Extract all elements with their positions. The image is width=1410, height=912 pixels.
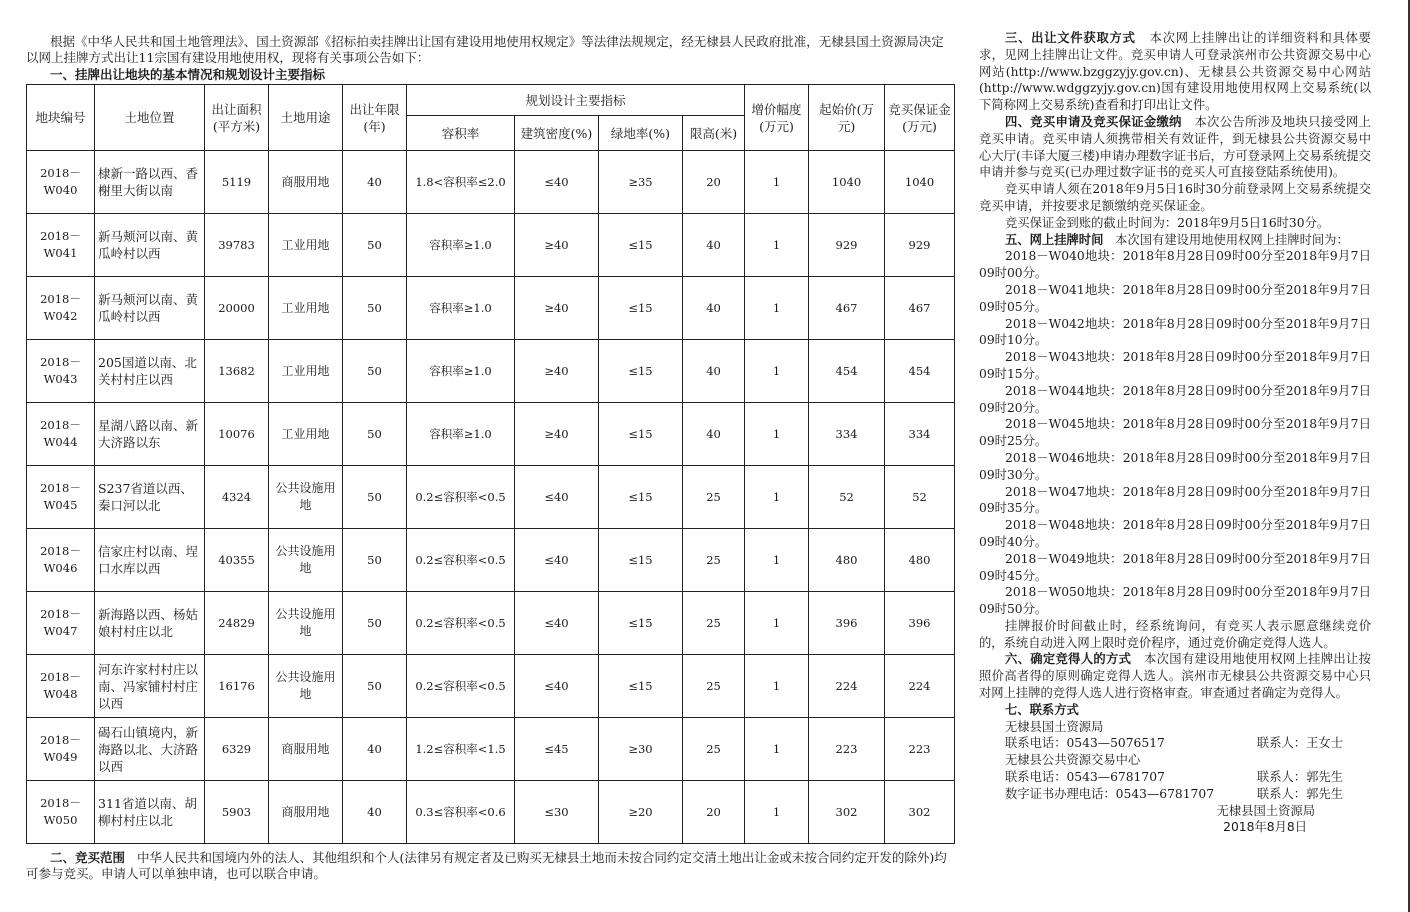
section2-title: 二、竞买范围 — [50, 850, 126, 865]
cell-density: ≤40 — [515, 655, 599, 718]
cell-term: 50 — [343, 466, 407, 529]
section4-deposit-deadline: 竞买保证金到账的截止时间为：2018年9月5日16时30分。 — [1005, 215, 1330, 230]
cell-deposit: 467 — [885, 277, 955, 340]
cell-far: 1.2≤容积率<1.5 — [407, 718, 515, 781]
cell-deposit: 929 — [885, 214, 955, 277]
cell-density: ≥40 — [515, 403, 599, 466]
cell-use: 商服用地 — [269, 781, 343, 844]
cell-density: ≤30 — [515, 781, 599, 844]
cell-use: 工业用地 — [269, 214, 343, 277]
cell-code: 2018－W044 — [27, 403, 95, 466]
cell-increment: 1 — [745, 340, 809, 403]
header-use: 土地用途 — [269, 85, 343, 151]
land-parcel-table — [26, 84, 955, 844]
cell-height: 25 — [683, 655, 745, 718]
cell-term: 50 — [343, 403, 407, 466]
section3-text: 本次网上挂牌出让的详细资料和具体要求，见网上挂牌出让文件。竞买申请人可登录滨州市公共资源交易中心网站(http://www.bzggzyjy.gov.cn)、无棣县公共资源交易中心网站(http://www.wdggzyjy.gov.cn)国有建设用地使用权网上交易系统(以下简称网上交易系统)查看和打印出让文件。 — [979, 31, 1371, 113]
cell-far: 容积率≥1.0 — [407, 403, 515, 466]
schedule-item: 2018－W044地块：2018年8月28日09时00分至2018年9月7日09时20分。 — [979, 383, 1371, 415]
schedule-item: 2018－W041地块：2018年8月28日09时00分至2018年9月7日09时05分。 — [979, 282, 1371, 314]
schedule-item: 2018－W040地块：2018年8月28日09时00分至2018年9月7日09时00分。 — [979, 249, 1371, 281]
schedule-item: 2018－W042地块：2018年8月28日09时00分至2018年9月7日09时10分。 — [979, 316, 1371, 348]
section5-title: 五、网上挂牌时间 — [1005, 232, 1104, 247]
cell-start-price: 454 — [809, 340, 885, 403]
cell-deposit: 396 — [885, 592, 955, 655]
table-row — [27, 340, 955, 403]
header-start-price: 起始价(万元) — [809, 85, 885, 151]
cell-term: 50 — [343, 277, 407, 340]
right-column — [979, 30, 1371, 836]
table-row — [27, 718, 955, 781]
contact-phone-2: 联系电话：0543—6781707 — [1005, 770, 1165, 785]
cell-height: 25 — [683, 466, 745, 529]
cell-green: ≥30 — [599, 718, 683, 781]
cell-location: 新马颊河以南、黄瓜岭村以西 — [95, 214, 205, 277]
contact-person-3: 联系人：郭先生 — [1256, 786, 1343, 801]
cell-term: 40 — [343, 781, 407, 844]
cell-height: 40 — [683, 277, 745, 340]
cell-increment: 1 — [745, 529, 809, 592]
cell-location: 棣新一路以西、香榭里大街以南 — [95, 151, 205, 214]
contact-phone-3: 数字证书办理电话：0543—6781707 — [1005, 786, 1215, 801]
section3-paragraph — [979, 30, 1371, 114]
header-green: 绿地率(%) — [599, 116, 683, 151]
cell-deposit: 1040 — [885, 151, 955, 214]
cell-green: ≤15 — [599, 466, 683, 529]
section4-text: 本次公告所涉及地块只接受网上竞买申请。竞买申请人须携带相关有效证件，到无棣县公共资源交易中心大厅(丰译大厦三楼)申请办理数字证书后，方可登录网上交易系统提交申请并参与竞买(已办理过数字证书的竞买人可直接登陆系统使用)。 — [979, 114, 1371, 180]
cell-location: 205国道以南、北关村村庄以西 — [95, 340, 205, 403]
cell-increment: 1 — [745, 718, 809, 781]
cell-code: 2018－W045 — [27, 466, 95, 529]
cell-term: 40 — [343, 718, 407, 781]
cell-density: ≥40 — [515, 214, 599, 277]
cell-start-price: 1040 — [809, 151, 885, 214]
section5-note: 挂牌报价时间截止时，经系统询问，有竞买人表示愿意继续竞价的，系统自动进入网上限时竞价程序，通过竞价确定竞得人选人。 — [979, 618, 1371, 650]
section6-text: 本次国有建设用地使用权网上挂牌出让按照价高者得的原则确定竞得人选人。滨州市无棣县公共资源交易中心只对网上挂牌的竞得人选人进行资格审查。审查通过者确定为竞得人。 — [979, 652, 1371, 701]
cell-code: 2018－W047 — [27, 592, 95, 655]
cell-far: 容积率≥1.0 — [407, 340, 515, 403]
table-row — [27, 655, 955, 718]
schedule-item: 2018－W049地块：2018年8月28日09时00分至2018年9月7日09时45分。 — [979, 551, 1371, 583]
cell-use: 公共设施用地 — [269, 592, 343, 655]
cell-code: 2018－W048 — [27, 655, 95, 718]
signature-date: 2018年8月8日 — [1223, 820, 1307, 835]
section6-paragraph — [979, 651, 1371, 701]
cell-code: 2018－W049 — [27, 718, 95, 781]
cell-area: 20000 — [205, 277, 269, 340]
cell-code: 2018－W042 — [27, 277, 95, 340]
cell-far: 0.2≤容积率<0.5 — [407, 529, 515, 592]
section2-paragraph — [26, 850, 956, 882]
cell-start-price: 224 — [809, 655, 885, 718]
cell-density: ≤40 — [515, 592, 599, 655]
cell-density: ≤40 — [515, 151, 599, 214]
cell-term: 50 — [343, 655, 407, 718]
cell-height: 25 — [683, 529, 745, 592]
cell-green: ≤15 — [599, 214, 683, 277]
cell-density: ≤45 — [515, 718, 599, 781]
cell-start-price: 396 — [809, 592, 885, 655]
cell-far: 1.8<容积率≤2.0 — [407, 151, 515, 214]
cell-green: ≤15 — [599, 403, 683, 466]
cell-green: ≤15 — [599, 340, 683, 403]
cell-start-price: 223 — [809, 718, 885, 781]
cell-area: 40355 — [205, 529, 269, 592]
table-row — [27, 277, 955, 340]
contact-line-3 — [1005, 786, 1371, 803]
header-term: 出让年限(年) — [343, 85, 407, 151]
cell-location: 311省道以南、胡柳村村庄以北 — [95, 781, 205, 844]
table-row — [27, 403, 955, 466]
contact-person-1: 联系人：王女士 — [1256, 736, 1343, 751]
section1-title: 一、挂牌出让地块的基本情况和规划设计主要指标 — [50, 67, 326, 82]
cell-deposit: 223 — [885, 718, 955, 781]
cell-code: 2018－W046 — [27, 529, 95, 592]
cell-density: ≤40 — [515, 466, 599, 529]
cell-term: 50 — [343, 340, 407, 403]
cell-area: 6329 — [205, 718, 269, 781]
cell-use: 商服用地 — [269, 718, 343, 781]
signature-org: 无棣县国土资源局 — [1216, 803, 1315, 818]
section4-deadline: 竞买申请人须在2018年9月5日16时30分前登录网上交易系统提交竞买申请，并按要求足额缴纳竞买保证金。 — [979, 182, 1371, 213]
cell-area: 39783 — [205, 214, 269, 277]
cell-area: 5119 — [205, 151, 269, 214]
table-row — [27, 151, 955, 214]
cell-far: 0.3≤容积率<0.6 — [407, 781, 515, 844]
schedule-item: 2018－W045地块：2018年8月28日09时00分至2018年9月7日09时25分。 — [979, 417, 1371, 449]
cell-green: ≤15 — [599, 655, 683, 718]
cell-location: 星湖八路以南、新大济路以东 — [95, 403, 205, 466]
contact-person-2: 联系人：郭先生 — [1256, 770, 1343, 785]
header-planning: 规划设计主要指标 — [407, 85, 745, 116]
cell-density: ≥40 — [515, 340, 599, 403]
section4-paragraph — [979, 114, 1371, 181]
cell-increment: 1 — [745, 277, 809, 340]
cell-increment: 1 — [745, 655, 809, 718]
cell-increment: 1 — [745, 214, 809, 277]
cell-start-price: 929 — [809, 214, 885, 277]
cell-far: 容积率≥1.0 — [407, 214, 515, 277]
cell-deposit: 334 — [885, 403, 955, 466]
cell-green: ≥20 — [599, 781, 683, 844]
header-code: 地块编号 — [27, 85, 95, 151]
table-row — [27, 466, 955, 529]
cell-term: 40 — [343, 151, 407, 214]
cell-increment: 1 — [745, 466, 809, 529]
header-area: 出让面积(平方米) — [205, 85, 269, 151]
cell-height: 40 — [683, 214, 745, 277]
cell-green: ≥35 — [599, 151, 683, 214]
cell-green: ≤15 — [599, 277, 683, 340]
cell-density: ≥40 — [515, 277, 599, 340]
cell-deposit: 52 — [885, 466, 955, 529]
cell-location: 河东许家村村庄以南、冯家铺村村庄以西 — [95, 655, 205, 718]
cell-location: 信家庄村以南、埕口水库以西 — [95, 529, 205, 592]
cell-area: 16176 — [205, 655, 269, 718]
table-row — [27, 529, 955, 592]
cell-start-price: 467 — [809, 277, 885, 340]
cell-height: 25 — [683, 592, 745, 655]
cell-use: 商服用地 — [269, 151, 343, 214]
table-row — [27, 592, 955, 655]
cell-location: S237省道以西、秦口河以北 — [95, 466, 205, 529]
section4-title: 四、竞买申请及竞买保证金缴纳 — [1005, 114, 1182, 129]
cell-use: 工业用地 — [269, 403, 343, 466]
cell-area: 4324 — [205, 466, 269, 529]
contact-line-2 — [1005, 769, 1371, 786]
schedule-item: 2018－W043地块：2018年8月28日09时00分至2018年9月7日09时15分。 — [979, 350, 1371, 381]
cell-use: 公共设施用地 — [269, 529, 343, 592]
cell-increment: 1 — [745, 403, 809, 466]
cell-use: 公共设施用地 — [269, 655, 343, 718]
cell-term: 50 — [343, 529, 407, 592]
schedule-item: 2018－W048地块：2018年8月28日09时00分至2018年9月7日09时40分。 — [979, 518, 1371, 549]
header-far: 容积率 — [407, 116, 515, 151]
cell-green: ≤15 — [599, 592, 683, 655]
cell-area: 10076 — [205, 403, 269, 466]
cell-density: ≤40 — [515, 529, 599, 592]
cell-use: 工业用地 — [269, 340, 343, 403]
cell-use: 工业用地 — [269, 277, 343, 340]
cell-location: 新海路以西、杨姑娘村村庄以北 — [95, 592, 205, 655]
cell-start-price: 334 — [809, 403, 885, 466]
schedule-item: 2018－W046地块：2018年8月28日09时00分至2018年9月7日09时30分。 — [979, 450, 1371, 482]
cell-start-price: 480 — [809, 529, 885, 592]
cell-deposit: 480 — [885, 529, 955, 592]
cell-deposit: 224 — [885, 655, 955, 718]
cell-deposit: 454 — [885, 340, 955, 403]
table-row — [27, 781, 955, 844]
cell-far: 0.2≤容积率<0.5 — [407, 655, 515, 718]
cell-code: 2018－W050 — [27, 781, 95, 844]
cell-use: 公共设施用地 — [269, 466, 343, 529]
section6-title: 六、确定竞得人的方式 — [1005, 652, 1132, 667]
table-row — [27, 214, 955, 277]
schedule-item: 2018－W047地块：2018年8月28日09时00分至2018年9月7日09时35分。 — [979, 484, 1371, 516]
cell-increment: 1 — [745, 592, 809, 655]
left-column — [26, 34, 956, 882]
cell-start-price: 302 — [809, 781, 885, 844]
cell-code: 2018－W041 — [27, 214, 95, 277]
section2-text: 中华人民共和国境内外的法人、其他组织和个人(法律另有规定者及已购买无棣县土地而未按合同约定交清土地出让金或未按合同约定开发的除外)均可参与竞买。申请人可以单独申请，也可以联合申请。 — [26, 850, 947, 881]
header-increment: 增价幅度(万元) — [745, 85, 809, 151]
cell-location: 新马颊河以南、黄瓜岭村以西 — [95, 277, 205, 340]
cell-height: 40 — [683, 403, 745, 466]
schedule-item: 2018－W050地块：2018年8月28日09时00分至2018年9月7日09时50分。 — [979, 585, 1371, 617]
cell-green: ≤15 — [599, 529, 683, 592]
cell-start-price: 52 — [809, 466, 885, 529]
header-density: 建筑密度(%) — [515, 116, 599, 151]
header-height: 限高(米) — [683, 116, 745, 151]
cell-code: 2018－W040 — [27, 151, 95, 214]
section5-text: 本次国有建设用地使用权网上挂牌时间为： — [1115, 232, 1349, 247]
cell-far: 0.2≤容积率<0.5 — [407, 592, 515, 655]
cell-height: 40 — [683, 340, 745, 403]
header-location: 土地位置 — [95, 85, 205, 151]
header-deposit: 竞买保证金(万元) — [885, 85, 955, 151]
section5-paragraph — [979, 232, 1371, 249]
section7-title: 七、联系方式 — [1005, 702, 1079, 717]
contact-line-1 — [1005, 735, 1371, 752]
cell-code: 2018－W043 — [27, 340, 95, 403]
cell-height: 20 — [683, 781, 745, 844]
cell-far: 容积率≥1.0 — [407, 277, 515, 340]
contact-phone-1: 联系电话：0543—5076517 — [1005, 736, 1165, 751]
contact-org-1: 无棣县国土资源局 — [1005, 719, 1104, 734]
cell-location: 碣石山镇境内，新海路以北、大济路以西 — [95, 718, 205, 781]
cell-term: 50 — [343, 214, 407, 277]
cell-area: 24829 — [205, 592, 269, 655]
cell-height: 20 — [683, 151, 745, 214]
cell-far: 0.2≤容积率<0.5 — [407, 466, 515, 529]
cell-increment: 1 — [745, 781, 809, 844]
section3-title: 三、出让文件获取方式 — [1005, 31, 1136, 45]
cell-term: 50 — [343, 592, 407, 655]
cell-height: 25 — [683, 718, 745, 781]
cell-area: 13682 — [205, 340, 269, 403]
cell-area: 5903 — [205, 781, 269, 844]
section7-paragraph — [979, 702, 1371, 719]
intro-paragraph: 根据《中华人民共和国土地管理法》、国土资源部《招标拍卖挂牌出让国有建设用地使用权规定》等法律法规规定，经无棣县人民政府批准，无棣县国土资源局决定以网上挂牌方式出让11宗国有建设用地使用权，现将有关事项公告如下： — [26, 34, 944, 65]
cell-increment: 1 — [745, 151, 809, 214]
contact-org-2: 无棣县公共资源交易中心 — [1005, 753, 1141, 768]
cell-deposit: 302 — [885, 781, 955, 844]
